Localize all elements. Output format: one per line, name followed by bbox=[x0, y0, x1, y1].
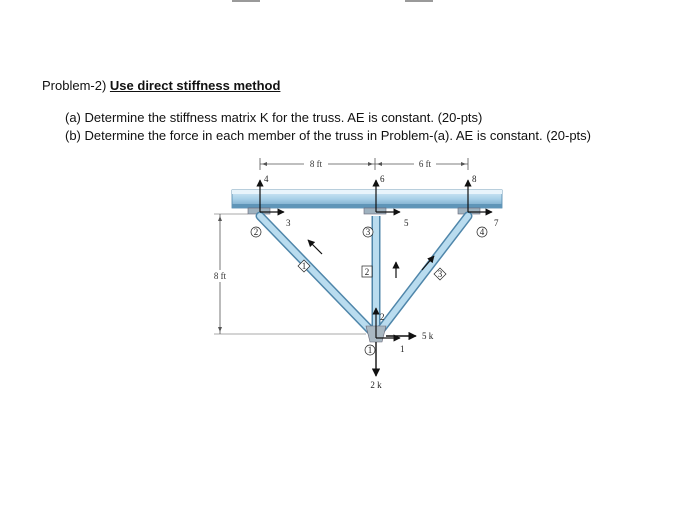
dof-3-label: 3 bbox=[286, 218, 291, 228]
truss-figure bbox=[190, 150, 530, 405]
dof-4-label: 4 bbox=[264, 174, 269, 184]
node-3-label: 3 bbox=[365, 227, 371, 237]
dof-6-label: 6 bbox=[380, 174, 385, 184]
horizontal-load-label: 5 k bbox=[422, 331, 434, 341]
dimension-left-span: 8 ft bbox=[309, 159, 323, 169]
top-scan-mark-left bbox=[232, 0, 260, 2]
dimension-right-span: 6 ft bbox=[418, 159, 432, 169]
support-plate-middle bbox=[364, 208, 386, 214]
question-part-b: (b) Determine the force in each member of the truss in Problem-(a). AE is constant. (20-pts) bbox=[65, 128, 591, 143]
top-scan-mark-right bbox=[405, 0, 433, 2]
dof-2-label: 2 bbox=[380, 312, 385, 322]
member-1-bar bbox=[260, 216, 376, 336]
node-1-label: 1 bbox=[367, 345, 373, 355]
dof-1-label: 1 bbox=[400, 344, 405, 354]
question-part-a: (a) Determine the stiffness matrix K for the truss. AE is constant. (20-pts) bbox=[65, 110, 483, 125]
truss-diagram bbox=[190, 150, 530, 405]
problem-title bbox=[42, 78, 280, 93]
vertical-load-label: 2 k bbox=[370, 380, 382, 390]
member-3-label: 3 bbox=[437, 269, 443, 279]
member-3-bar bbox=[376, 216, 468, 336]
member-2-label: 2 bbox=[364, 267, 370, 277]
problem-method: Use direct stiffness method bbox=[109, 78, 281, 93]
ceiling-beam bbox=[232, 190, 502, 208]
dof-8-label: 8 bbox=[472, 174, 477, 184]
node-2-label: 2 bbox=[253, 227, 259, 237]
problem-number: Problem-2) bbox=[42, 78, 110, 93]
dof-7-label: 7 bbox=[494, 218, 499, 228]
top-dimension bbox=[260, 158, 468, 170]
member-1-label: 1 bbox=[301, 261, 307, 271]
dimension-height: 8 ft bbox=[213, 271, 227, 281]
dof-5-label: 5 bbox=[404, 218, 409, 228]
height-dimension bbox=[208, 214, 366, 334]
node-4-label: 4 bbox=[479, 227, 485, 237]
